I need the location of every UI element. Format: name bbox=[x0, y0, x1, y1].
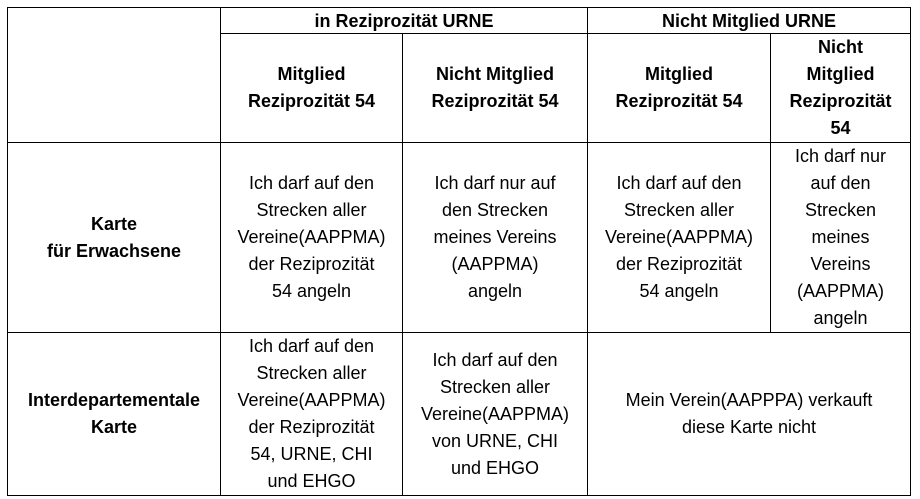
table-row-interdepartmental-card bbox=[8, 333, 911, 496]
table-cell: Ich darf auf den Strecken aller Vereine(AAPPMA) der Reziprozität 54 angeln bbox=[221, 143, 403, 333]
group-header-row bbox=[8, 8, 911, 34]
sub-header-member-54-a: Mitglied Reziprozität 54 bbox=[221, 34, 403, 143]
row-label-interdepartmental-card: Interdepartementale Karte bbox=[8, 333, 221, 496]
empty-corner-cell bbox=[8, 8, 221, 143]
table-row-adult-card bbox=[8, 143, 911, 333]
table-cell: Ich darf nur auf den Strecken meines Vereins (AAPPMA) angeln bbox=[403, 143, 588, 333]
row-label-adult-card: Karte für Erwachsene bbox=[8, 143, 221, 333]
table-cell: Ich darf auf den Strecken aller Vereine(AAPPMA) der Reziprozität 54, URNE, CHI und EHGO bbox=[221, 333, 403, 496]
table-cell-merged: Mein Verein(AAPPPA) verkauft diese Karte nicht bbox=[588, 333, 911, 496]
table-cell: Ich darf auf den Strecken aller Vereine(AAPPMA) der Reziprozität 54 angeln bbox=[588, 143, 771, 333]
table-cell: Ich darf auf den Strecken aller Vereine(AAPPMA) von URNE, CHI und EHGO bbox=[403, 333, 588, 496]
table-cell: Ich darf nur auf den Strecken meines Vereins (AAPPMA) angeln bbox=[771, 143, 911, 333]
sub-header-not-member-54-b: Nicht Mitglied Reziprozität 54 bbox=[771, 34, 911, 143]
group-header-reciprocity-urne: in Reziprozität URNE bbox=[221, 8, 588, 34]
fishing-card-table bbox=[7, 7, 911, 496]
sub-header-not-member-54-a: Nicht Mitglied Reziprozität 54 bbox=[403, 34, 588, 143]
sub-header-member-54-b: Mitglied Reziprozität 54 bbox=[588, 34, 771, 143]
group-header-not-member-urne: Nicht Mitglied URNE bbox=[588, 8, 911, 34]
